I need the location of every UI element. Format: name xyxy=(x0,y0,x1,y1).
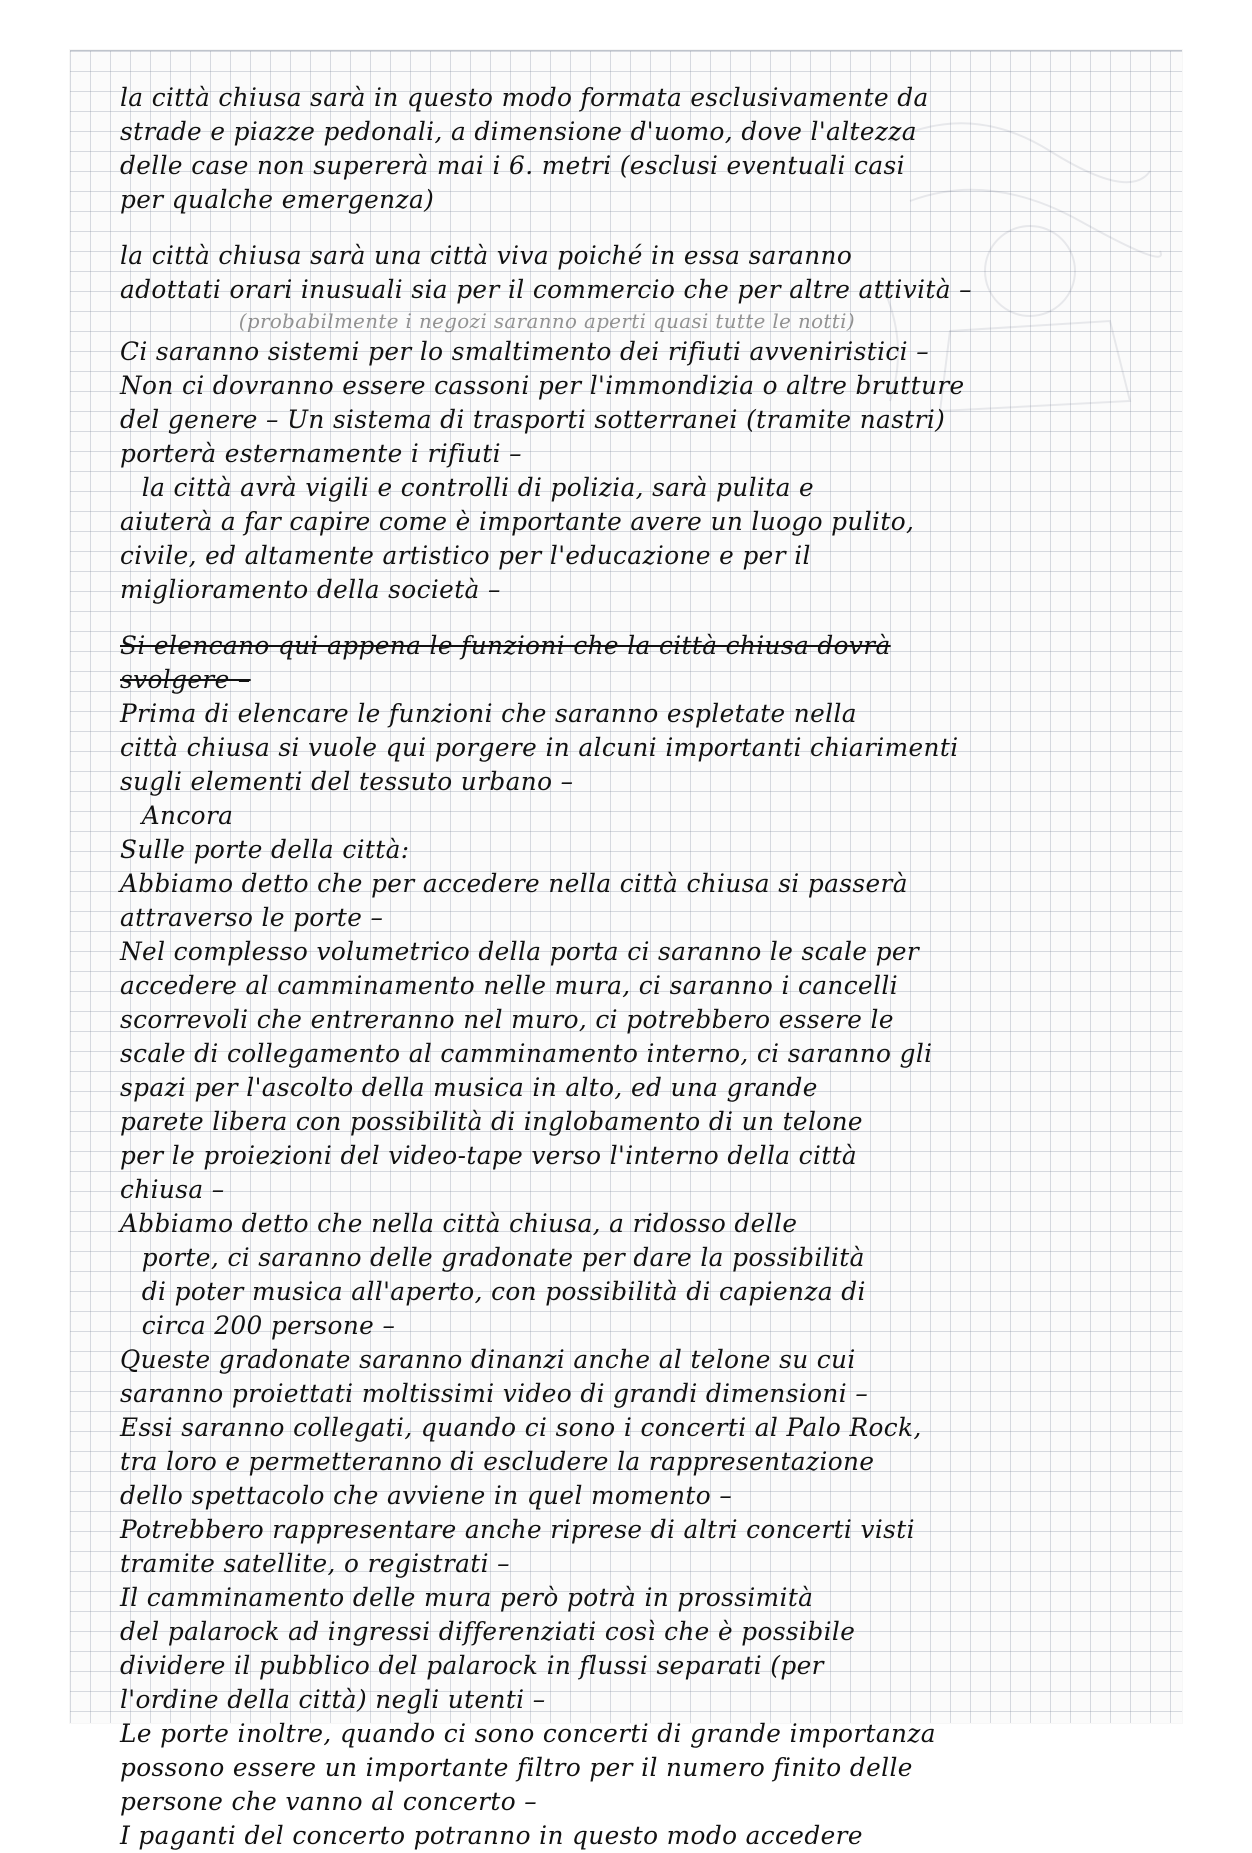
paragraph-6 xyxy=(120,799,1160,1207)
text-line: adottati orari inusuali sia per il commercio che per altre attività – xyxy=(120,275,972,304)
text-line: Non ci dovranno essere cassoni per l'immondizia o altre brutture xyxy=(120,371,965,400)
text-line: circa 200 persone – xyxy=(141,1311,396,1340)
text-line: per qualche emergenza) xyxy=(120,185,435,214)
section-heading: Sulle porte della città: xyxy=(120,835,410,864)
text-line: la città chiusa sarà in questo modo formata esclusivamente da xyxy=(120,83,929,112)
text-line: delle case non supererà mai i 6. metri (esclusi eventuali casi xyxy=(120,151,905,180)
text-line: Potrebbero rappresentare anche riprese di altri concerti visti xyxy=(120,1515,915,1544)
text-line: spazi per l'ascolto della musica in alto, ed una grande xyxy=(120,1073,818,1102)
text-line: Ancora xyxy=(141,801,234,830)
paragraph-4 xyxy=(120,471,1160,607)
text-line: Abbiamo detto che nella città chiusa, a ridosso delle xyxy=(120,1209,798,1238)
struck-line: svolgere – xyxy=(120,665,251,694)
text-line: l'ordine della città) negli utenti – xyxy=(120,1685,546,1714)
text-line: porterà esternamente i rifiuti – xyxy=(120,439,522,468)
paragraph-1 xyxy=(120,81,1160,217)
text-line: porte, ci saranno delle gradonate per dare la possibilità xyxy=(141,1243,865,1272)
text-line: Essi saranno collegati, quando ci sono i concerti al Palo Rock, xyxy=(120,1413,922,1442)
text-line: persone che vanno al concerto – xyxy=(120,1787,538,1816)
paragraph-5 xyxy=(120,629,1160,799)
text-line: strade e piazze pedonali, a dimensione d'uomo, dove l'altezza xyxy=(120,117,917,146)
text-line: città chiusa si vuole qui porgere in alcuni importanti chiarimenti xyxy=(120,733,959,762)
text-line: chiusa – xyxy=(120,1175,225,1204)
text-line: del palarock ad ingressi differenziati così che è possibile xyxy=(120,1617,856,1646)
text-line: saranno proiettati moltissimi video di grandi dimensioni – xyxy=(120,1379,869,1408)
text-line: Il camminamento delle mura però potrà in prossimità xyxy=(120,1583,814,1612)
text-line: accedere al camminamento nelle mura, ci saranno i cancelli xyxy=(120,971,899,1000)
text-line: Prima di elencare le funzioni che saranno espletate nella xyxy=(120,699,857,728)
text-line: Nel complesso volumetrico della porta ci saranno le scale per xyxy=(120,937,920,966)
text-line: dello spettacolo che avviene in quel momento – xyxy=(120,1481,733,1510)
text-line: del genere – Un sistema di trasporti sotterranei (tramite nastri) xyxy=(120,405,946,434)
text-line: la città chiusa sarà una città viva poiché in essa saranno xyxy=(120,241,853,270)
text-line: la città avrà vigili e controlli di polizia, sarà pulita e xyxy=(141,473,815,502)
text-line: dividere il pubblico del palarock in flussi separati (per xyxy=(120,1651,824,1680)
text-line: scorrevoli che entreranno nel muro, ci potrebbero essere le xyxy=(120,1005,894,1034)
text-line: possono essere un importante filtro per il numero finito delle xyxy=(120,1753,913,1782)
text-line: Ci saranno sistemi per lo smaltimento dei rifiuti avveniristici – xyxy=(120,337,929,366)
paragraph-3 xyxy=(120,335,1160,471)
text-line: scale di collegamento al camminamento interno, ci saranno gli xyxy=(120,1039,933,1068)
text-line: parete libera con possibilità di inglobamento di un telone xyxy=(120,1107,863,1136)
text-line: Le porte inoltre, quando ci sono concerti di grande importanza xyxy=(120,1719,936,1748)
text-line: civile, ed altamente artistico per l'educazione e per il xyxy=(120,541,811,570)
text-line: Abbiamo detto che per accedere nella città chiusa si passerà xyxy=(120,869,908,898)
paragraph-2 xyxy=(120,239,1160,335)
handwritten-text xyxy=(120,81,1160,1853)
text-line: sugli elementi del tessuto urbano – xyxy=(120,767,574,796)
text-line: Queste gradonate saranno dinanzi anche al telone su cui xyxy=(120,1345,856,1374)
text-line: I paganti del concerto potranno in questo modo accedere xyxy=(120,1821,863,1850)
graph-paper-sheet xyxy=(70,50,1182,1850)
pencil-annotation: (probabilmente i negozi saranno aperti quasi tutte le notti) xyxy=(238,309,855,333)
struck-line: Si elencano qui appena le funzioni che la città chiusa dovrà xyxy=(120,631,891,660)
text-line: tra loro e permetteranno di escludere la rappresentazione xyxy=(120,1447,875,1476)
text-line: miglioramento della società – xyxy=(120,575,501,604)
text-line: attraverso le porte – xyxy=(120,903,384,932)
text-line: di poter musica all'aperto, con possibilità di capienza di xyxy=(141,1277,866,1306)
text-line: aiuterà a far capire come è importante avere un luogo pulito, xyxy=(120,507,915,536)
text-line: tramite satellite, o registrati – xyxy=(120,1549,510,1578)
paragraph-7 xyxy=(120,1207,1160,1853)
text-line: per le proiezioni del video-tape verso l'interno della città xyxy=(120,1141,858,1170)
